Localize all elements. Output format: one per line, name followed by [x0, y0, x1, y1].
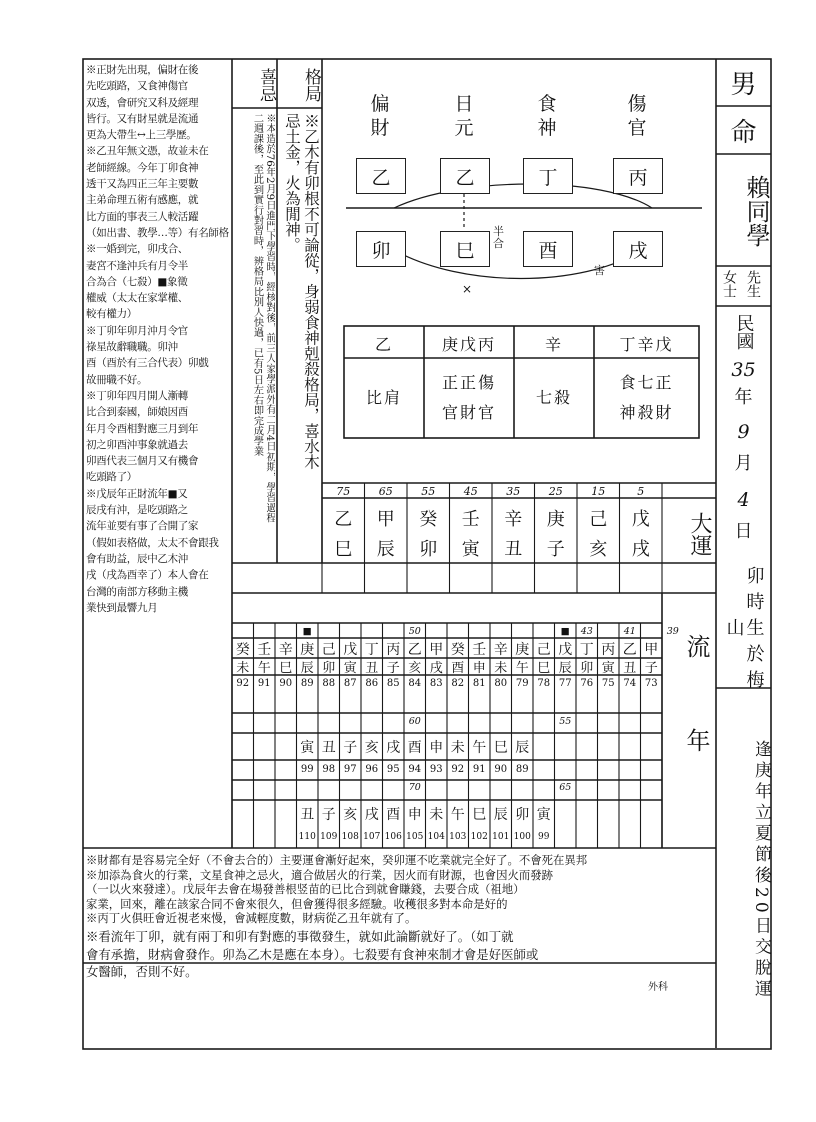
- liunian-age-mark: 55: [559, 715, 572, 727]
- liunian-branch: 子: [644, 661, 658, 676]
- liunian-branch: 子: [321, 807, 336, 823]
- left-note-line: 台灣的南部方移動主機: [86, 585, 188, 598]
- half-union-mark: 半合: [493, 225, 504, 250]
- bottom-note-line: （一以火來發達）。戊辰年去會在場發善根竖苗的已比合到就會賺錢，去要合成（祖地）: [86, 882, 525, 897]
- liunian-branch: 酉: [407, 739, 422, 756]
- xiansheng-label: 先生: [745, 270, 761, 298]
- liunian-stem: 庚: [515, 641, 530, 658]
- liunian-branch: 寅: [536, 807, 551, 823]
- gender-selector: [716, 268, 771, 306]
- pillar-branch: 酉: [523, 231, 573, 267]
- left-note-line: 卯酉代表三個月又有機會: [86, 455, 199, 468]
- pillar-top-label: 日元: [454, 93, 474, 139]
- birth-year: 35: [731, 359, 756, 381]
- xiji-title: 喜忌: [256, 67, 276, 102]
- liunian-stem: 丙: [386, 641, 401, 658]
- liunian-year: 110: [298, 832, 316, 842]
- liunian-year: 95: [386, 763, 400, 775]
- liunian-age-mark: 70: [408, 781, 421, 793]
- left-note-line: ※丁卯年卯月沖月令官: [86, 324, 188, 337]
- liunian-branch: 辰: [493, 807, 508, 823]
- geju-line: ※乙木有卯根不可論從，身弱食神剋殺格局，喜水木: [302, 113, 320, 470]
- liunian-year: 79: [515, 678, 529, 689]
- ten-god-cell: 食七正 神殺財: [619, 373, 674, 422]
- liunian-branch: 巳: [537, 661, 551, 676]
- liunian-stem: 己: [321, 641, 336, 658]
- left-note-line: 故冊職不好。: [86, 373, 148, 386]
- liunian-year: 91: [472, 763, 486, 775]
- liunian-branch: 卯: [580, 661, 594, 676]
- left-note-line: 流年並要有事了合開了家: [86, 520, 199, 533]
- liunian-branch: 亥: [343, 807, 358, 823]
- bottom-note-line: ※丙丁火俱旺會近視老來慢，會減輕度數，財病從乙丑年就有了。: [86, 911, 417, 926]
- liunian-branch: 卯: [515, 807, 530, 823]
- left-note-line: 酉（酉於有三合代表）卯戲: [86, 357, 209, 370]
- geju-text: [280, 113, 320, 559]
- left-note-line: 祿星故辭職職。卯沖: [86, 341, 178, 354]
- bottom-aside: 外科: [648, 982, 668, 993]
- liunian-year: 83: [429, 678, 443, 689]
- liunian-stem: 丙: [601, 641, 616, 658]
- nvshi-label: 女士: [721, 270, 737, 298]
- left-note-line: ※戊辰年正財流年■又: [86, 487, 188, 500]
- liunian-year: 99: [300, 763, 314, 775]
- dayun-stem: 庚: [546, 509, 565, 530]
- dayun-age: 55: [421, 484, 436, 498]
- dayun-stem: 壬: [461, 509, 480, 530]
- liunian-branch: 子: [343, 739, 358, 756]
- left-note-line: ※乙丑年無文憑，故並未在: [86, 145, 209, 158]
- bottom-note-line: ※看流年丁卯，就有兩丁和卯有對應的事徵發生，就如此論斷就好了。（如丁就: [86, 928, 514, 944]
- liunian-stem: 癸: [235, 641, 250, 658]
- liunian-branch: 子: [386, 661, 400, 676]
- left-note-line: ※一婚到完，卯戌合、: [86, 243, 188, 256]
- liunian-year: 82: [451, 678, 465, 689]
- bottom-notes: [86, 853, 714, 980]
- pillar-stem: 丙: [613, 158, 663, 194]
- gender-text: 男: [730, 70, 757, 100]
- dayun-branch: 辰: [376, 539, 395, 560]
- left-note-line: 權威（太太在家掌權、: [86, 292, 188, 305]
- left-note-line: 更為大帶生↔上三學歷。: [86, 129, 197, 142]
- dayun-age: 5: [637, 484, 645, 498]
- dayun-age: 75: [336, 484, 351, 498]
- dayun-age: 45: [463, 484, 478, 498]
- ten-god-cell: 七殺: [535, 388, 572, 407]
- liunian-stem: 戊: [558, 641, 573, 658]
- liunian-year: 92: [451, 763, 465, 775]
- dayun-age: 65: [378, 484, 393, 498]
- liunian-stem: 丁: [364, 641, 379, 658]
- liunian-branch: 未: [450, 739, 465, 756]
- left-note-line: 辰戌有沖，是吃頭路之: [86, 504, 188, 517]
- left-note-line: 戌（戌為酉幸了）本人會在: [86, 569, 209, 582]
- liunian-year: 87: [343, 678, 357, 689]
- liunian-branch: 丑: [365, 661, 379, 676]
- bottom-note-line: 會有承擔，財病會發作。卯為乙木是應在本身）。七殺要有食神來制才會是好医師或: [86, 946, 539, 962]
- liunian-branch: 申: [472, 661, 486, 676]
- liunian-branch: 丑: [321, 739, 336, 756]
- left-note-line: 合為合（七殺）■象徵: [86, 275, 188, 288]
- minguo-label: 民國: [733, 314, 755, 350]
- left-note-line: 透干又為四正三年主要數: [86, 178, 199, 191]
- liunian-age-mark: 41: [623, 625, 636, 637]
- liunian-branch: 午: [450, 807, 465, 823]
- left-note-line: 業快到最響九月: [86, 601, 158, 614]
- liunian-year: 90: [279, 678, 293, 689]
- liunian-year: 85: [386, 678, 400, 689]
- left-note-line: ※丁卯年四月開人漸轉: [86, 389, 188, 402]
- liunian-year: 108: [341, 832, 359, 842]
- left-note-line: 初之卯酉沖事象就過去: [86, 438, 188, 451]
- liunian-year: 109: [320, 832, 338, 842]
- liunian-branch: 申: [407, 807, 422, 823]
- left-note-line: 双透，會研究又科及經理: [86, 96, 199, 109]
- left-note-line: ※正財先出現，偏財在後: [86, 64, 199, 76]
- liunian-age-mark: 43: [580, 625, 593, 637]
- left-note-line: 皆行。又有財星就是流通: [86, 112, 199, 125]
- liunian-year: 102: [470, 832, 488, 842]
- dayun-stem: 癸: [419, 509, 438, 530]
- left-note-line: 比方面的事表三人較活躍: [86, 210, 199, 223]
- ten-god-cell: 比肩: [365, 388, 402, 407]
- liunian-year: 73: [644, 678, 658, 689]
- liunian-branch: 辰: [300, 661, 314, 676]
- liunian-year: 80: [494, 678, 508, 689]
- liunian-stem: 庚: [300, 641, 315, 658]
- liunian-branch: 丑: [623, 661, 637, 676]
- liunian-year: 98: [322, 763, 336, 775]
- pillar-stem: 乙: [440, 158, 490, 194]
- left-note-line: 吃頭路了）: [86, 471, 137, 484]
- birth-day: 4: [737, 489, 750, 511]
- left-note-line: 主弟命理五術有感應，就: [86, 194, 199, 207]
- liunian-stem: 戊: [343, 641, 358, 658]
- liunian-year: 89: [515, 763, 529, 775]
- liunian-branch: 未: [236, 661, 250, 676]
- liunian-year: 105: [406, 832, 424, 842]
- clash-mark: ×: [462, 282, 473, 296]
- liunian-branch: 亥: [408, 661, 422, 676]
- liunian-branch: 午: [257, 661, 271, 676]
- left-notes: [86, 62, 232, 616]
- xiji-text: [235, 113, 275, 559]
- liunian-branch: 未: [429, 807, 444, 823]
- liunian-branch: 戌: [429, 661, 443, 676]
- ten-god-cell: 正正傷 官財官: [441, 373, 496, 422]
- liunian-stem: 辛: [493, 641, 508, 658]
- bottom-note-line: 女醫師，否則不好。: [86, 964, 198, 980]
- liunian-year: 103: [449, 832, 467, 842]
- left-note-line: （如出書、教學…等）有名師格: [86, 226, 229, 239]
- liunian-branch: 午: [472, 739, 487, 756]
- hidden-stem-cell: 丁辛戊: [619, 334, 674, 354]
- dayun-stem: 甲: [376, 509, 395, 530]
- liunian-branch: 巳: [493, 739, 508, 756]
- hidden-stem-cell: 辛: [544, 334, 563, 354]
- left-note-line: 先吃頭路，又食神傷官: [86, 80, 188, 93]
- hidden-stem-cell: 庚戊丙: [441, 334, 496, 354]
- liunian-branch: 申: [429, 739, 444, 756]
- liunian-year: 90: [494, 763, 508, 775]
- liunian-age-mark: 50: [408, 625, 421, 637]
- liunian-year: 76: [580, 678, 594, 689]
- liunian-branch: 酉: [451, 661, 465, 676]
- liunian-age-mark: 39: [666, 625, 679, 637]
- liunian-branch: 辰: [515, 739, 530, 756]
- liunian-year: 86: [365, 678, 379, 689]
- birth-info: [716, 310, 771, 706]
- liunian-branch: 未: [494, 661, 508, 676]
- liunian-year: 104: [427, 832, 445, 842]
- pillar-branch: 戌: [613, 231, 663, 267]
- liunian-branch: 寅: [343, 661, 357, 676]
- nian-label: 年: [734, 387, 753, 408]
- liunian-year: 93: [429, 763, 443, 775]
- liunian-stem: 丁: [579, 641, 594, 658]
- geju-line: 忌土金，火為閒神。: [283, 113, 301, 253]
- liunian-year: 96: [365, 763, 379, 775]
- dayun-branch: 亥: [589, 539, 608, 560]
- liunian-year: 94: [408, 763, 422, 775]
- liunian-stem: 壬: [257, 641, 272, 658]
- liunian-branch: 寅: [300, 739, 315, 756]
- dayun-label: 大運: [687, 512, 712, 556]
- pillar-top-label: 傷官: [627, 93, 647, 139]
- left-note-line: 較有權力）: [86, 308, 137, 321]
- dayun-branch: 子: [546, 539, 565, 560]
- pillar-top-label: 食神: [537, 93, 557, 139]
- jiaoyun-line: 逢庚年立夏節後20日交脫運: [751, 740, 771, 1001]
- liunian-age-mark: 65: [559, 781, 572, 793]
- hour-line: 卯時生於梅山: [723, 566, 765, 696]
- liunian-year: 75: [601, 678, 615, 689]
- liunian-stem: 辛: [278, 641, 293, 658]
- liunian-stem: 癸: [450, 641, 465, 658]
- liunian-age-mark: ■: [560, 625, 570, 637]
- liunian-branch: 寅: [601, 661, 615, 676]
- bottom-note-line: 家業，回來，離在該家合同不會來很久，但會獲得很多經驗。收穫很多對本命是好的: [86, 896, 508, 911]
- liunian-stem: 己: [536, 641, 551, 658]
- harm-mark: 害: [594, 264, 605, 277]
- liunian-year: 100: [513, 832, 531, 842]
- liunian-year: 81: [472, 678, 486, 689]
- dayun-stem: 乙: [334, 509, 353, 530]
- dayun-stem: 己: [589, 509, 608, 530]
- left-note-line: 妻宮不逢沖兵有月令半: [86, 259, 188, 272]
- liunian-stem: 乙: [407, 641, 422, 658]
- liunian-branch: 巳: [472, 807, 487, 823]
- dayun-stem: 辛: [504, 509, 523, 530]
- liunian-stem: 甲: [429, 641, 444, 658]
- bottom-note-line: ※財都有是容易完全好（不會去合的）主要運會漸好起來，癸卯運不吃業就完全好了。不會死在異邦: [86, 853, 588, 867]
- liunian-year: 99: [538, 832, 550, 842]
- liunian-year: 84: [408, 678, 422, 689]
- left-note-line: 老師經線。今年丁卯食神: [86, 161, 199, 174]
- liunian-branch: 酉: [386, 807, 401, 823]
- left-note-line: 年月令酉相對應三月到年: [86, 422, 199, 435]
- liunian-year: 88: [322, 678, 336, 689]
- liunian-year: 92: [236, 678, 250, 689]
- liunian-branch: 午: [515, 661, 529, 676]
- pillar-top-label: 偏財: [370, 93, 390, 139]
- xiji-line: 二週課後，至此到實行對習時，辨格局比別人快過，已有5日左右即完成學業: [251, 113, 263, 457]
- liunian-branch: 戌: [364, 807, 379, 823]
- left-note-line: （假如表格做，太太不會跟我: [86, 536, 219, 549]
- liunian-stem: 甲: [644, 641, 659, 658]
- pillar-stem: 丁: [523, 158, 573, 194]
- liunian-year: 91: [257, 678, 271, 689]
- liunian-year: 97: [343, 763, 357, 775]
- dayun-age: 25: [548, 484, 563, 498]
- left-note-line: 比合到泰國，師娘因酉: [86, 406, 188, 419]
- dayun-branch: 戌: [631, 539, 650, 560]
- liunian-stem: 乙: [622, 641, 637, 658]
- liunian-year: 106: [384, 832, 402, 842]
- liunian-year: 89: [300, 678, 314, 689]
- dayun-branch: 卯: [419, 539, 438, 560]
- ri-label: 日: [734, 521, 753, 542]
- xiji-line: ※本造於76年2月9日進門下學習時，經核對後，前三人家學派外有二月4日初期，學習過程: [264, 113, 275, 523]
- liunian-branch: 丑: [300, 807, 315, 823]
- liunian-stem: 壬: [472, 641, 487, 658]
- dayun-branch: 巳: [334, 539, 353, 560]
- dayun-age: 15: [591, 484, 606, 498]
- dayun-branch: 丑: [504, 539, 523, 560]
- liunian-year: 74: [623, 678, 637, 689]
- left-note-line: 會有助益，辰中乙木沖: [86, 552, 188, 565]
- pillar-branch: 卯: [356, 231, 406, 267]
- liunian-year: 101: [492, 832, 510, 842]
- dayun-age: 35: [506, 484, 521, 498]
- birth-month: 9: [737, 421, 750, 443]
- liunian-label: 流年: [682, 634, 710, 822]
- chart-sheet: [82, 58, 772, 1050]
- bottom-note-line: ※加添為食火的行業，文星食神之忌火，適合做居火的行業，因火而有財源，也會因火而發跡: [86, 867, 554, 882]
- yue-label: 月: [734, 453, 753, 474]
- dayun-branch: 寅: [461, 539, 480, 560]
- liunian-year: 77: [558, 678, 572, 689]
- client-name: 賴同學: [742, 174, 770, 247]
- liunian-branch: 戌: [386, 739, 401, 756]
- liunian-age-mark: ■: [302, 625, 312, 637]
- liunian-branch: 卯: [322, 661, 336, 676]
- liunian-age-mark: 60: [408, 715, 421, 727]
- liunian-branch: 巳: [279, 661, 293, 676]
- geju-title: 格局: [301, 67, 321, 102]
- liunian-branch: 亥: [364, 739, 379, 756]
- dayun-stem: 戊: [631, 509, 650, 530]
- hidden-stem-cell: 乙: [374, 334, 393, 354]
- ming-text: 命: [730, 118, 757, 148]
- pillar-branch: 巳: [440, 231, 490, 267]
- liunian-branch: 辰: [558, 661, 572, 676]
- liunian-year: 107: [363, 832, 381, 842]
- pillar-stem: 乙: [356, 158, 406, 194]
- liunian-year: 78: [537, 678, 551, 689]
